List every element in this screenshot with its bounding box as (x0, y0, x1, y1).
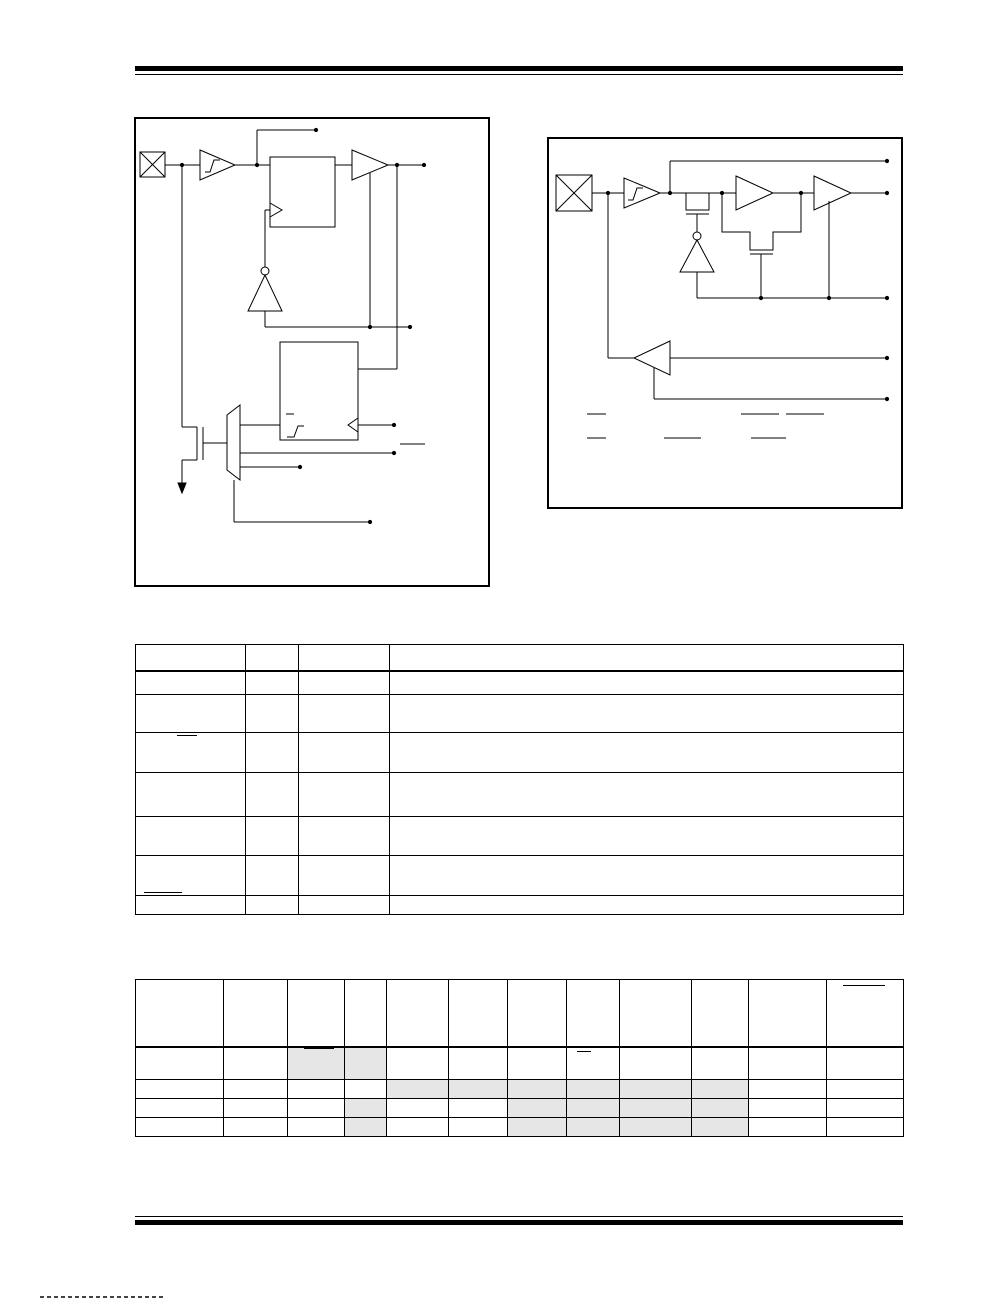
overbar (843, 985, 885, 986)
left-block-diagram (140, 128, 426, 523)
table-row (136, 733, 904, 773)
buffer-right-3 (634, 341, 670, 375)
table-row (136, 1080, 904, 1099)
table-row (136, 856, 904, 896)
buffer-right-2 (814, 176, 851, 210)
buffer-right-1 (736, 176, 773, 210)
footer-rule-thick (135, 1220, 903, 1225)
table-row (136, 980, 904, 1047)
inverter-right (680, 240, 714, 272)
table-row (136, 817, 904, 856)
overbar (304, 1048, 334, 1049)
overbar (177, 735, 197, 736)
latch-box-left (270, 157, 335, 227)
inverter-left (248, 275, 282, 311)
schmitt-buffer-right (624, 178, 660, 208)
pin-function-table (135, 644, 904, 915)
table-row (136, 1099, 904, 1118)
register-table (135, 979, 904, 1137)
footer-rule-thin (135, 1216, 903, 1217)
table-row (136, 671, 904, 695)
latch-box-left-2 (280, 342, 358, 440)
table-row (136, 645, 904, 671)
table-row (136, 773, 904, 817)
overbar (144, 892, 182, 893)
mux-left (227, 405, 240, 480)
schematic-diagrams (0, 0, 1005, 600)
table-row (136, 1047, 904, 1080)
table-row (136, 896, 904, 915)
schmitt-buffer-left (200, 150, 235, 180)
right-block-diagram (556, 159, 889, 438)
scan-edge-dots (40, 1296, 165, 1298)
overbar (577, 1051, 591, 1052)
table-row (136, 1118, 904, 1137)
table-row (136, 695, 904, 733)
